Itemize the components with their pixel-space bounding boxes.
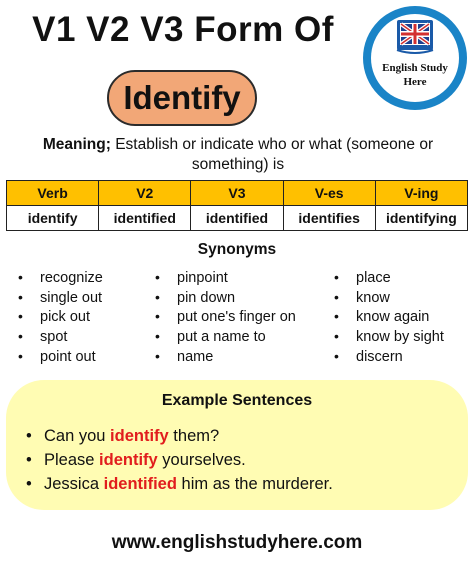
table-header-cell: V2	[99, 181, 191, 206]
table-header-cell: Verb	[7, 181, 99, 206]
bullet-icon: •	[334, 269, 339, 285]
table-header-cell: V-es	[283, 181, 375, 206]
synonym-text: recognize	[40, 270, 103, 286]
sentence-text: Please	[44, 451, 100, 469]
example-sentences-title: Example Sentences	[161, 392, 313, 409]
list-item	[155, 268, 296, 288]
synonym-text: put one's finger on	[177, 309, 296, 326]
list-item	[334, 268, 444, 288]
highlighted-verb: identify	[99, 451, 158, 469]
synonym-text: put a name to	[177, 329, 266, 346]
example-list	[26, 424, 333, 496]
synonym-text: spot	[40, 329, 68, 346]
bullet-icon: •	[334, 328, 339, 345]
synonyms-column-1	[18, 268, 103, 366]
list-item	[18, 347, 103, 367]
verb-forms-table	[6, 180, 468, 231]
meaning-definition: Establish or indicate who or what (someone or something) is	[110, 136, 434, 173]
verb-badge	[107, 70, 257, 126]
bullet-icon: •	[334, 288, 339, 305]
synonyms-column-2	[155, 268, 296, 366]
sentence-text: him as the murderer.	[176, 475, 333, 493]
bullet-icon: •	[18, 288, 23, 305]
synonyms-column-3	[334, 268, 444, 366]
list-item	[155, 307, 296, 327]
list-item	[334, 288, 444, 308]
bullet-icon: •	[26, 427, 32, 445]
table-header-cell: V-ing	[375, 181, 467, 206]
synonym-text: pinpoint	[177, 270, 228, 286]
table-row	[7, 206, 468, 231]
synonyms-title: Synonyms	[197, 241, 277, 258]
list-item	[18, 268, 103, 288]
table-cell: identify	[7, 206, 99, 231]
bullet-icon: •	[155, 347, 160, 364]
bullet-icon: •	[155, 308, 160, 325]
list-item	[334, 347, 444, 367]
logo-text-line2: Here	[403, 76, 427, 88]
list-item	[155, 347, 296, 367]
example-sentence	[26, 448, 333, 472]
synonym-text: place	[356, 270, 391, 286]
logo-text-line1: English Study	[382, 62, 448, 74]
bullet-icon: •	[18, 328, 23, 345]
synonym-text: know	[356, 289, 390, 306]
highlighted-verb: identified	[103, 475, 177, 493]
bullet-icon: •	[334, 308, 339, 325]
synonym-text: know again	[356, 309, 430, 326]
bullet-icon: •	[155, 269, 160, 285]
list-item	[155, 288, 296, 308]
book-with-uk-flag-icon	[395, 18, 435, 56]
bullet-icon: •	[334, 347, 339, 364]
example-sentence	[26, 472, 333, 496]
table-cell: identified	[99, 206, 191, 231]
list-item	[18, 327, 103, 347]
bullet-icon: •	[18, 347, 23, 364]
page-title: V1 V2 V3 Form Of	[32, 10, 334, 49]
synonym-text: pin down	[177, 289, 236, 306]
meaning-text	[8, 135, 468, 175]
table-header-cell: V3	[191, 181, 283, 206]
table-header-row	[7, 181, 468, 206]
sentence-text: yourselves.	[157, 451, 246, 469]
bullet-icon: •	[18, 308, 23, 325]
table-cell: identifies	[283, 206, 375, 231]
list-item	[334, 327, 444, 347]
list-item	[155, 327, 296, 347]
list-item	[18, 307, 103, 327]
synonym-text: point out	[40, 348, 96, 365]
synonym-text: pick out	[40, 309, 90, 326]
highlighted-verb: identify	[110, 427, 169, 445]
site-logo	[363, 6, 467, 110]
table-cell: identified	[191, 206, 283, 231]
verb-text: Identify	[123, 79, 241, 116]
bullet-icon: •	[18, 269, 23, 285]
bullet-icon: •	[26, 451, 32, 469]
meaning-label: Meaning;	[42, 136, 111, 153]
synonym-text: name	[177, 348, 214, 365]
synonym-text: single out	[40, 289, 103, 306]
synonym-text: know by sight	[356, 329, 444, 346]
table-cell: identifying	[375, 206, 467, 231]
bullet-icon: •	[155, 288, 160, 305]
footer-url: www.englishstudyhere.com	[111, 532, 363, 553]
bullet-icon: •	[155, 328, 160, 345]
sentence-text: Can you	[44, 427, 111, 445]
example-sentences-box	[6, 380, 468, 510]
bullet-icon: •	[26, 475, 32, 493]
list-item	[18, 288, 103, 308]
sentence-text: Jessica	[44, 475, 104, 493]
synonym-text: discern	[356, 348, 403, 365]
list-item	[334, 307, 444, 327]
sentence-text: them?	[168, 427, 220, 445]
example-sentence	[26, 424, 333, 448]
